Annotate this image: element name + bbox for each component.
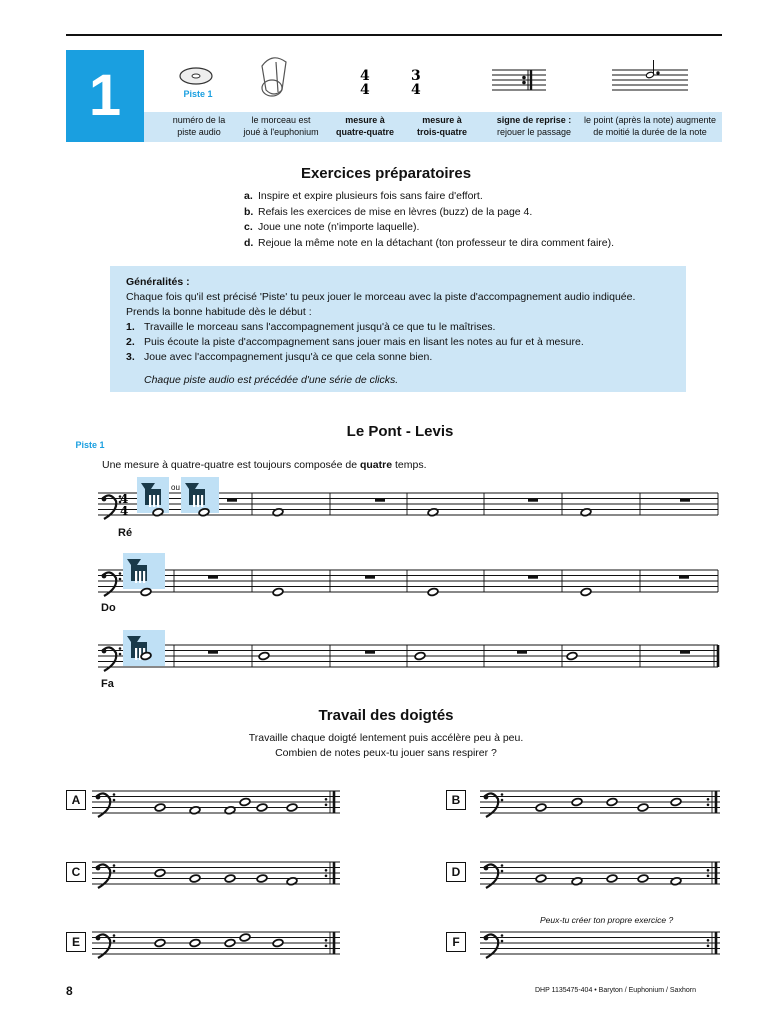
svg-text:4: 4 [360,68,370,84]
bass-clef-dot [119,647,122,650]
whole-note [154,803,165,812]
whole-note [427,588,438,597]
whole-note [256,874,267,883]
box-a: A [66,790,86,810]
pont-levis-track-label: Piste 1 [75,440,105,450]
whole-rest [528,499,538,502]
box-c: C [66,862,86,882]
exercices-title: Exercices préparatoires [300,165,472,182]
bass-clef-dot [484,866,489,871]
bass-clef-dot [501,799,504,802]
whole-note [239,933,250,942]
step-label: a. [244,190,253,202]
bass-clef-dot [484,795,489,800]
whole-note [224,874,235,883]
footer-ref: DHP 1135475-404 • Baryton / Euphonium / Saxhorn [535,987,696,994]
whole-note [272,939,283,948]
valve-icon [201,495,203,507]
valve-icon [143,571,145,583]
bass-clef-dot [113,864,116,867]
step-label: b. [244,205,254,218]
info-item-label: 2. [126,336,135,348]
subtitle-pre: Une mesure à quatre-quatre est toujours composée de [102,459,360,471]
repeat-dot [325,875,328,878]
whole-note [154,869,165,878]
legend-repeat-rest: rejouer le passage [496,127,572,137]
legend-item-44: mesure à quatre-quatre [335,115,394,137]
whole-rest [528,576,538,579]
whole-note [637,874,648,883]
whole-note [535,803,546,812]
info-item-label: 1. [126,321,135,333]
doigtes-line2: Combien de notes peux-tu jouer sans respirer ? [275,747,497,759]
bass-clef-dot [501,940,504,943]
page-number: 8 [66,984,73,998]
box-f: F [446,932,466,952]
f-prompt: Peux-tu créer ton propre exercice ? [540,915,674,925]
legend-item-dot: le point (après la note) augmente de moitié la durée de la note [583,115,717,137]
whole-note [535,874,546,883]
whole-rest [365,576,375,579]
whole-rest [517,651,527,654]
bass-clef-dot [501,934,504,937]
whole-rest [680,651,690,654]
whole-note [256,803,267,812]
valve-icon [153,495,155,507]
info-line1: Chaque fois qu'il est précisé 'Piste' tu peux jouer le morceau avec la piste d'accompagnement audio indiquée. [126,291,636,303]
box-d: D [446,862,466,882]
whole-note [637,803,648,812]
bass-clef-dot [113,793,116,796]
bass-clef-dot [96,936,101,941]
bass-clef-dot [501,793,504,796]
repeat-dot [707,869,710,872]
bass-clef-dot [113,799,116,802]
bass-clef-dot [113,940,116,943]
whole-note [580,588,591,597]
whole-note [571,798,582,807]
whole-note [606,798,617,807]
whole-note [566,652,577,661]
whole-rest [365,651,375,654]
whole-rest [208,576,218,579]
svg-text:4: 4 [360,82,370,98]
whole-rest [679,576,689,579]
bass-clef-dot [484,936,489,941]
info-item-text: Joue avec l'accompagnement jusqu'à ce que cela sonne bien. [144,351,433,363]
step-label: c. [244,221,253,233]
info-note: Chaque piste audio est précédée d'une série de clicks. [144,374,399,386]
repeat-dot [325,869,328,872]
repeat-dot [325,804,328,807]
step-text: Refais les exercices de mise en lèvres (buzz) de la page 4. [258,205,533,218]
whole-note [258,652,269,661]
whole-note [414,652,425,661]
info-item-text: Puis écoute la piste d'accompagnement sans jouer mais en lisant les notes au fur et à mesure. [144,336,584,348]
whole-rest [680,499,690,502]
bass-clef-dot [96,795,101,800]
whole-note [286,803,297,812]
whole-note [224,939,235,948]
bass-clef-dot [113,870,116,873]
whole-note [189,939,200,948]
bass-clef-dot [102,649,107,654]
step-text: Joue une note (n'importe laquelle). [258,221,420,233]
valve-icon [157,495,159,507]
whole-note [272,588,283,597]
bass-clef-dot [113,934,116,937]
doigtes-line1: Travaille chaque doigté lentement puis accélère peu à peu. [248,732,524,744]
repeat-dot [707,945,710,948]
whole-rest [375,499,385,502]
repeat-dot [325,939,328,942]
valve-icon [135,648,137,660]
bass-clef-dot [119,578,122,581]
info-heading: Généralités : [126,276,190,288]
lesson-number: 1 [66,50,144,142]
subtitle-post: temps. [392,459,427,471]
whole-rest [208,651,218,654]
info-item-text: Travaille le morceau sans l'accompagnement jusqu'à ce que tu le maîtrises. [144,321,496,333]
note-name-do: Do [101,602,116,614]
valve-icon [139,571,141,583]
whole-note [670,798,681,807]
bass-clef-dot [102,574,107,579]
legend-track-label: Piste 1 [183,89,213,99]
repeat-dot [707,875,710,878]
legend-repeat-bold: signe de reprise : [496,115,572,125]
step-text: Rejoue la même note en la détachant (ton professeur te dira comment faire). [258,236,615,249]
pont-levis-title: Le Pont - Levis [346,423,454,440]
bass-clef-dot [96,866,101,871]
time-signature: 4 [120,504,129,518]
svg-text:3: 3 [411,68,421,84]
subtitle-bold: quatre [359,459,393,471]
legend-item-34: mesure à trois-quatre [416,115,467,137]
whole-note [154,939,165,948]
step-label: d. [244,236,254,249]
bass-clef-dot [119,572,122,575]
whole-note [239,798,250,807]
info-item-label: 3. [126,351,135,363]
svg-text:4: 4 [411,82,421,98]
valve-icon [135,571,137,583]
bass-clef-dot [501,870,504,873]
bass-clef-dot [102,497,107,502]
bass-clef-dot [501,864,504,867]
legend-item-euphonium: le morceau est joué à l'euphonium [243,115,319,137]
whole-note [606,874,617,883]
repeat-dot [325,798,328,801]
legend-item-track: numéro de la piste audio [172,115,226,137]
whole-note [189,874,200,883]
box-e: E [66,932,86,952]
note-name-fa: Fa [101,678,114,690]
ou-label: ou [171,483,180,492]
time-signature: 4 [120,492,129,506]
repeat-dot [325,945,328,948]
repeat-dot [707,804,710,807]
box-b: B [446,790,466,810]
bass-clef-dot [119,653,122,656]
doigtes-title: Travail des doigtés [318,707,454,724]
note-name-re: Ré [118,527,133,539]
whole-rest [227,499,237,502]
repeat-dot [707,798,710,801]
repeat-dot [707,939,710,942]
valve-icon [197,495,199,507]
valve-icon [149,495,151,507]
info-line2: Prends la bonne habitude dès le début : [126,306,312,318]
step-text: Inspire et expire plusieurs fois sans faire d'effort. [258,190,483,202]
valve-icon [193,495,195,507]
